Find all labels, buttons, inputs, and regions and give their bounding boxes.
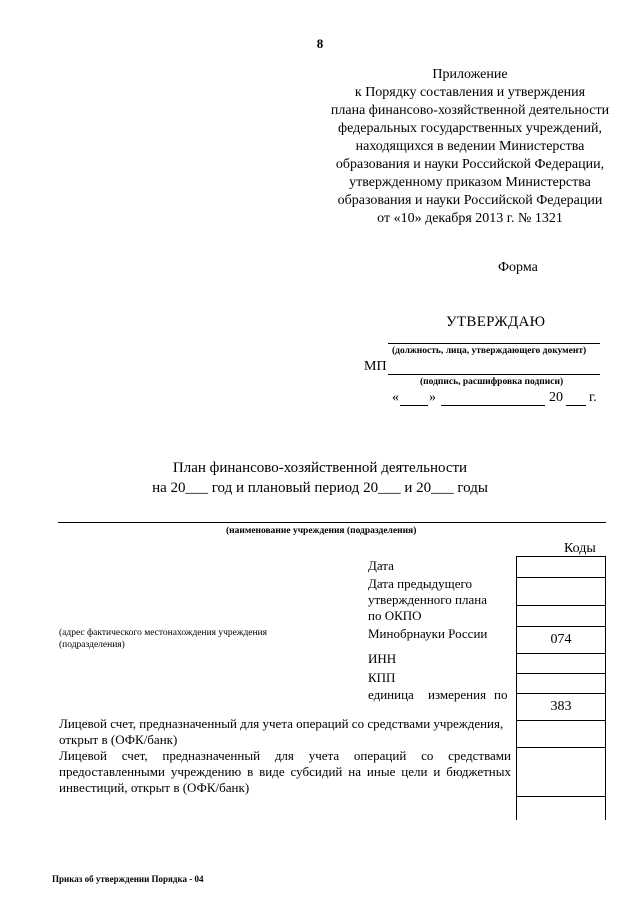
appendix-header (290, 66, 640, 228)
label-ministry: Минобрнауки России (368, 626, 488, 641)
label-unit-a: единица (368, 687, 414, 702)
appendix-line: плана финансово-хозяйственной деятельности (330, 103, 610, 118)
label-date: Дата (368, 558, 394, 573)
code-cell-prev-plan[interactable] (517, 578, 605, 606)
date-year-line (566, 405, 586, 406)
appendix-line: утвержденному приказом Министерства (349, 175, 591, 190)
plan-title (0, 458, 640, 498)
position-caption: (должность, лица, утверждающего документ) (392, 346, 587, 356)
appendix-line: образования и науки Российской Федерации, (335, 157, 605, 172)
label-okpo: по ОКПО (368, 608, 422, 623)
footer-note: Приказ об утверждении Порядка - 04 (52, 874, 204, 884)
date-close-quote: » (429, 390, 436, 405)
institution-line (58, 522, 606, 523)
signature-line (388, 374, 600, 375)
code-cell-inn[interactable] (517, 654, 605, 674)
year-prefix: 20 (549, 390, 563, 405)
form-label: Форма (498, 260, 538, 275)
code-cell-okei[interactable]: 383 (517, 694, 605, 721)
label-kpp: КПП (368, 670, 396, 685)
approval-title: УТВЕРЖДАЮ (446, 314, 546, 330)
code-cell-kpp[interactable] (517, 674, 605, 694)
plan-title-line2: на 20___ год и плановый период 20___ и 20___ годы (152, 480, 488, 496)
mp-label: МП (364, 359, 387, 374)
account1-line1: Лицевой счет, предназначенный для учета операций со средствами учреждения, (59, 716, 504, 731)
code-cell-account1[interactable] (517, 721, 605, 748)
year-suffix: г. (589, 390, 597, 405)
appendix-line: находящихся в ведении Министерства (355, 139, 585, 154)
label-prev-plan-1: Дата предыдущего (368, 576, 472, 591)
code-cell-ministry[interactable]: 074 (517, 627, 605, 654)
address-caption-line2: (подразделения) (59, 640, 125, 650)
address-caption-line1: (адрес фактического местонахождения учреждения (59, 628, 268, 638)
appendix-line: образования и науки Российской Федерации (337, 193, 603, 208)
date-day-line (400, 405, 428, 406)
account2-line2: предоставленными учреждению в виде субсидий на иные цели и бюджетных (59, 764, 511, 779)
label-unit-c: по (494, 687, 508, 702)
appendix-line: Приложение (432, 67, 508, 82)
codes-table (516, 556, 606, 820)
account2-line1: Лицевой счет, предназначенный для учета операций со средствами (59, 748, 511, 763)
plan-title-line1: План финансово-хозяйственной деятельности (172, 460, 468, 476)
account2-line3: инвестиций, открыт в (ОФК/банк) (59, 780, 250, 795)
date-open-quote: « (392, 390, 399, 405)
page-number: 8 (316, 36, 324, 51)
code-cell-date[interactable] (517, 557, 605, 578)
appendix-line: к Порядку составления и утверждения (354, 85, 586, 100)
code-cell-account2[interactable] (517, 748, 605, 797)
date-month-line (441, 405, 545, 406)
label-prev-plan-2: утвержденного плана (368, 592, 487, 607)
signature-caption: (подпись, расшифровка подписи) (420, 377, 564, 387)
account1-line2: открыт в (ОФК/банк) (59, 732, 178, 747)
label-inn: ИНН (368, 651, 397, 666)
position-line (388, 343, 600, 344)
account2 (59, 748, 511, 796)
codes-header: Коды (564, 541, 596, 556)
appendix-line: от «10» декабря 2013 г. № 1321 (377, 211, 563, 226)
label-unit-b: измерения (428, 687, 487, 702)
account1 (59, 716, 511, 748)
appendix-line: федеральных государственных учреждений, (338, 121, 602, 136)
code-cell-okpo[interactable] (517, 606, 605, 627)
institution-caption: (наименование учреждения (подразделения) (226, 526, 417, 536)
